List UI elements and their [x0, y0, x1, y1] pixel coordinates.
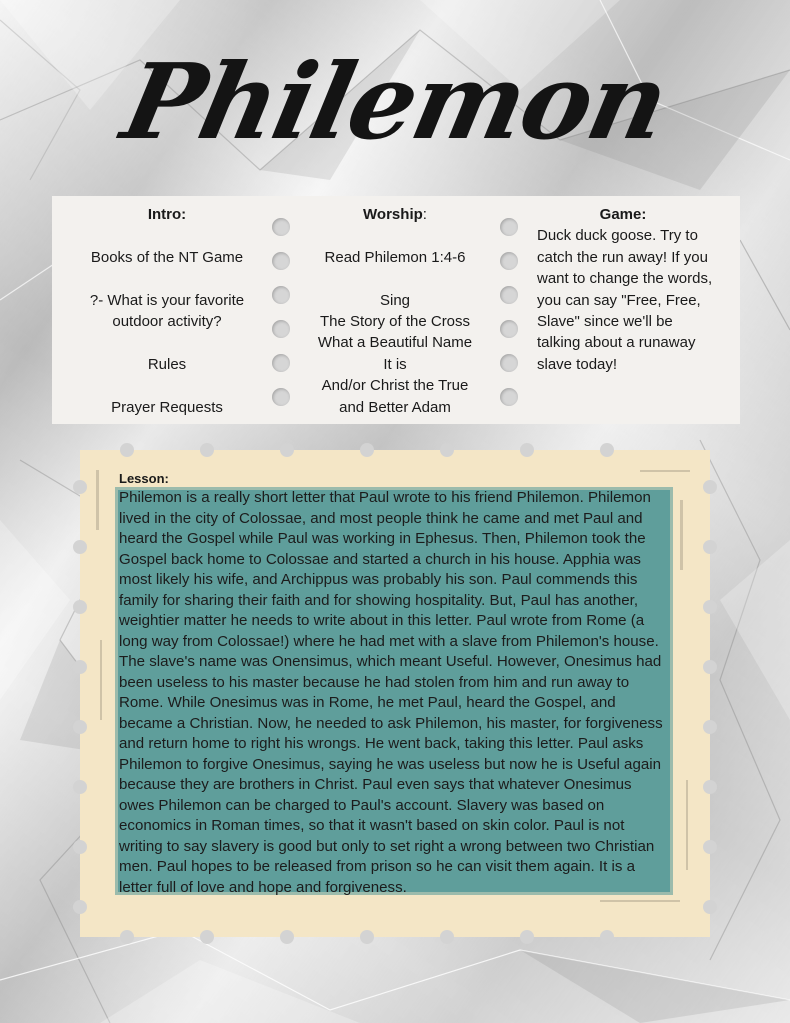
stamp-perforation: [200, 443, 214, 457]
intro-item: outdoor activity?: [112, 313, 222, 330]
stamp-perforation: [73, 540, 87, 554]
stamp-perforation: [703, 720, 717, 734]
stamp-distress-mark: [600, 900, 680, 902]
stamp-perforation: [73, 900, 87, 914]
panel-hole: [272, 286, 290, 304]
intro-column: [62, 204, 272, 418]
stamp-distress-mark: [680, 500, 683, 570]
stamp-perforation: [703, 900, 717, 914]
stamp-perforation: [280, 930, 294, 944]
stamp-perforation: [73, 720, 87, 734]
stamp-perforation: [703, 600, 717, 614]
worship-item: The Story of the Cross: [319, 313, 471, 330]
stamp-perforation: [360, 443, 374, 457]
panel-hole: [500, 354, 518, 372]
page-title: Philemon: [112, 40, 678, 163]
panel-hole: [272, 354, 290, 372]
stamp-perforation: [73, 600, 87, 614]
stamp-perforation: [520, 443, 534, 457]
game-text: Duck duck goose. Try to catch the run away! If you want to change the words, you can say "Free, Free, Slave" since we'll be talking about a runaway slave today!: [537, 227, 713, 373]
lesson-label: Lesson:: [119, 471, 169, 486]
panel-hole: [272, 218, 290, 236]
stamp-perforation: [73, 660, 87, 674]
worship-item: Sing: [379, 291, 411, 309]
panel-hole: [272, 388, 290, 406]
game-column: [537, 204, 717, 375]
panel-hole: [272, 252, 290, 270]
stamp-perforation: [360, 930, 374, 944]
stamp-perforation: [703, 480, 717, 494]
worship-item: And/or Christ the True: [321, 377, 469, 395]
intro-item: Prayer Requests: [111, 398, 223, 416]
stamp-perforation: [600, 443, 614, 457]
stamp-distress-mark: [686, 780, 688, 870]
stamp-perforation: [73, 840, 87, 854]
intro-item: Rules: [147, 355, 187, 373]
panel-hole: [500, 320, 518, 338]
stamp-perforation: [73, 780, 87, 794]
worship-item: It is: [383, 355, 407, 373]
stamp-distress-mark: [100, 640, 102, 720]
worship-item: and Better Adam: [339, 398, 451, 416]
stamp-perforation: [120, 443, 134, 457]
panel-hole: [272, 320, 290, 338]
stamp-perforation: [703, 840, 717, 854]
stamp-distress-mark: [96, 470, 99, 530]
panel-hole: [500, 218, 518, 236]
stamp-perforation: [440, 443, 454, 457]
panel-hole: [500, 252, 518, 270]
stamp-perforation: [200, 930, 214, 944]
stamp-perforation: [703, 780, 717, 794]
panel-hole: [500, 286, 518, 304]
worship-column: [290, 204, 500, 418]
worship-item: What a Beautiful Name: [317, 334, 473, 352]
worship-heading-colon: :: [422, 206, 427, 223]
stamp-perforation: [703, 540, 717, 554]
stamp-perforation: [520, 930, 534, 944]
stamp-perforation: [600, 930, 614, 944]
intro-item: ?- What is your favorite: [89, 291, 245, 309]
stamp-perforation: [120, 930, 134, 944]
panel-hole: [500, 388, 518, 406]
worship-item: Read Philemon 1:4-6: [324, 248, 466, 266]
stamp-perforation: [73, 480, 87, 494]
stamp-distress-mark: [640, 470, 690, 472]
intro-heading: Intro:: [147, 206, 187, 223]
worship-heading: Worship: [363, 206, 423, 223]
intro-item: Books of the NT Game: [90, 248, 244, 266]
stamp-perforation: [440, 930, 454, 944]
lesson-text: Philemon is a really short letter that Paul wrote to his friend Philemon. Philemon lived in the city of Colossae, and most people think he came and met Paul and heard the Gospel while Paul was working in Ephesus. Then, Philemon took the Gospel back home to Colossae and started a church in his house. Apphia was most likely his wife, and Archippus was probably his son. Paul commends this family for sharing their faith and for showing hospitality. But, Paul has another, weightier matter he needs to write about in this letter. Paul wrote from Rome (a long way from Colossae!) where he had met with a slave from Philemon's house. The slave's name was Onensimus, which meant Useful. However, Onesimus had been useless to his master because he had stolen from him and run away to Rome. While Onesimus was in Rome, he met Paul, heard the Gospel, and became a Christian. Now, he needed to ask Philemon, his master, for forgiveness and return home to right his wrongs. He went back, taking this letter. Paul asks Philemon to forgive Onesimus, saying he was useless but now he is Useful again because they are brothers in Christ. Paul even says that whatever Onesimus owes Philemon can be charged to Paul's account. Slavery was based on economics in Roman times, so that it wasn't based on skin color. Paul is not writing to say slavery is good but only to set right a wrong between two Christian men. Paul hopes to be released from prison so he can visit them again. It is a letter full of love and hope and forgiveness.: [119, 489, 663, 896]
stamp-perforation: [280, 443, 294, 457]
game-heading: Game:: [599, 206, 647, 223]
stamp-perforation: [703, 660, 717, 674]
